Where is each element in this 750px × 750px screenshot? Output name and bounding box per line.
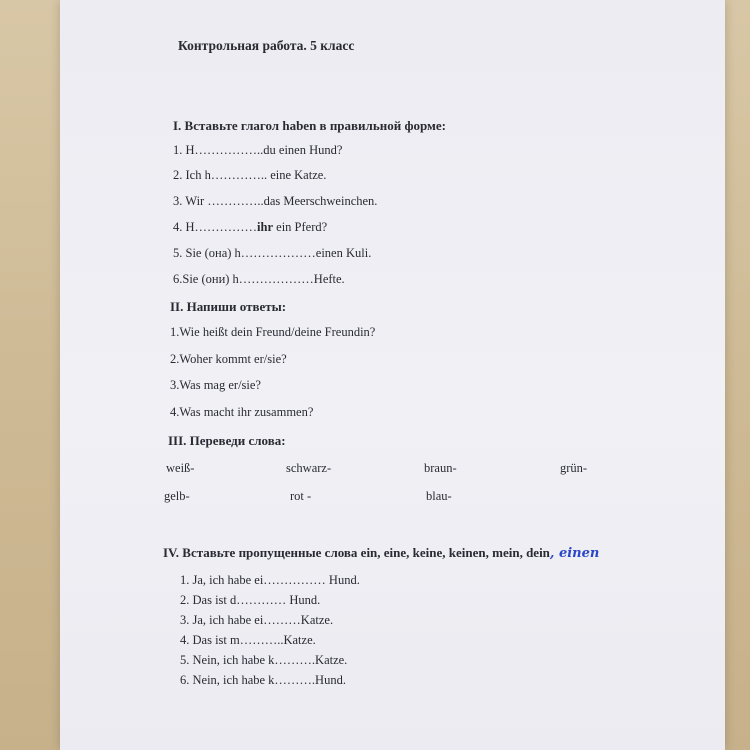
section-1-item-2: 2. Ich h………….. eine Katze. — [173, 168, 327, 182]
section-1-item-4 — [173, 220, 327, 235]
section-1-item-4-tail: ein Pferd? — [273, 220, 328, 234]
section-1-item-1: 1. H……………..du einen Hund? — [173, 143, 343, 157]
section-1-item-4-bold: ihr — [257, 220, 274, 234]
section-2-item-2: 2.Woher kommt er/sie? — [170, 352, 287, 366]
word-blau: blau- — [426, 489, 452, 503]
section-4-item-2: 2. Das ist d………… Hund. — [180, 593, 321, 607]
section-2-item-4: 4.Was macht ihr zusammen? — [170, 405, 314, 419]
section-4-heading — [163, 545, 599, 561]
section-2-item-1: 1.Wie heißt dein Freund/deine Freundin? — [170, 325, 376, 339]
section-3-heading: III. Переведи слова: — [168, 433, 286, 448]
section-4-item-6: 6. Nein, ich habe k……….Hund. — [180, 673, 346, 687]
section-4-item-5: 5. Nein, ich habe k……….Katze. — [180, 653, 348, 667]
section-1-item-3: 3. Wir …………..das Meerschweinchen. — [173, 194, 378, 208]
section-1-item-4-start: 4. H…………… — [173, 220, 258, 234]
section-2-heading: II. Напиши ответы: — [170, 299, 287, 314]
word-weiss: weiß- — [166, 461, 195, 475]
word-schwarz: schwarz- — [286, 461, 332, 475]
section-2-item-3: 3.Was mag er/sie? — [170, 378, 261, 392]
page-title: Контрольная работа. 5 класс — [178, 38, 355, 53]
worksheet-paper — [60, 0, 725, 750]
section-1-heading: I. Вставьте глагол haben в правильной форме: — [173, 118, 446, 133]
handwritten-einen: , einen — [549, 546, 600, 561]
section-4-item-1: 1. Ja, ich habe ei…………… Hund. — [180, 573, 360, 587]
section-4-item-3: 3. Ja, ich habe ei………Katze. — [180, 613, 334, 627]
section-4-item-4: 4. Das ist m………..Katze. — [180, 633, 316, 647]
word-gelb: gelb- — [164, 489, 190, 503]
section-1-item-6: 6.Sie (они) h………………Hefte. — [173, 272, 345, 286]
word-braun: braun- — [424, 461, 457, 475]
section-1-item-5: 5. Sie (она) h………………einen Kuli. — [173, 246, 372, 260]
word-rot: rot - — [290, 489, 312, 503]
word-gruen: grün- — [560, 461, 588, 475]
section-4-heading-text: IV. Вставьте пропущенные слова ein, eine, keine, keinen, mein, dein — [163, 545, 550, 560]
